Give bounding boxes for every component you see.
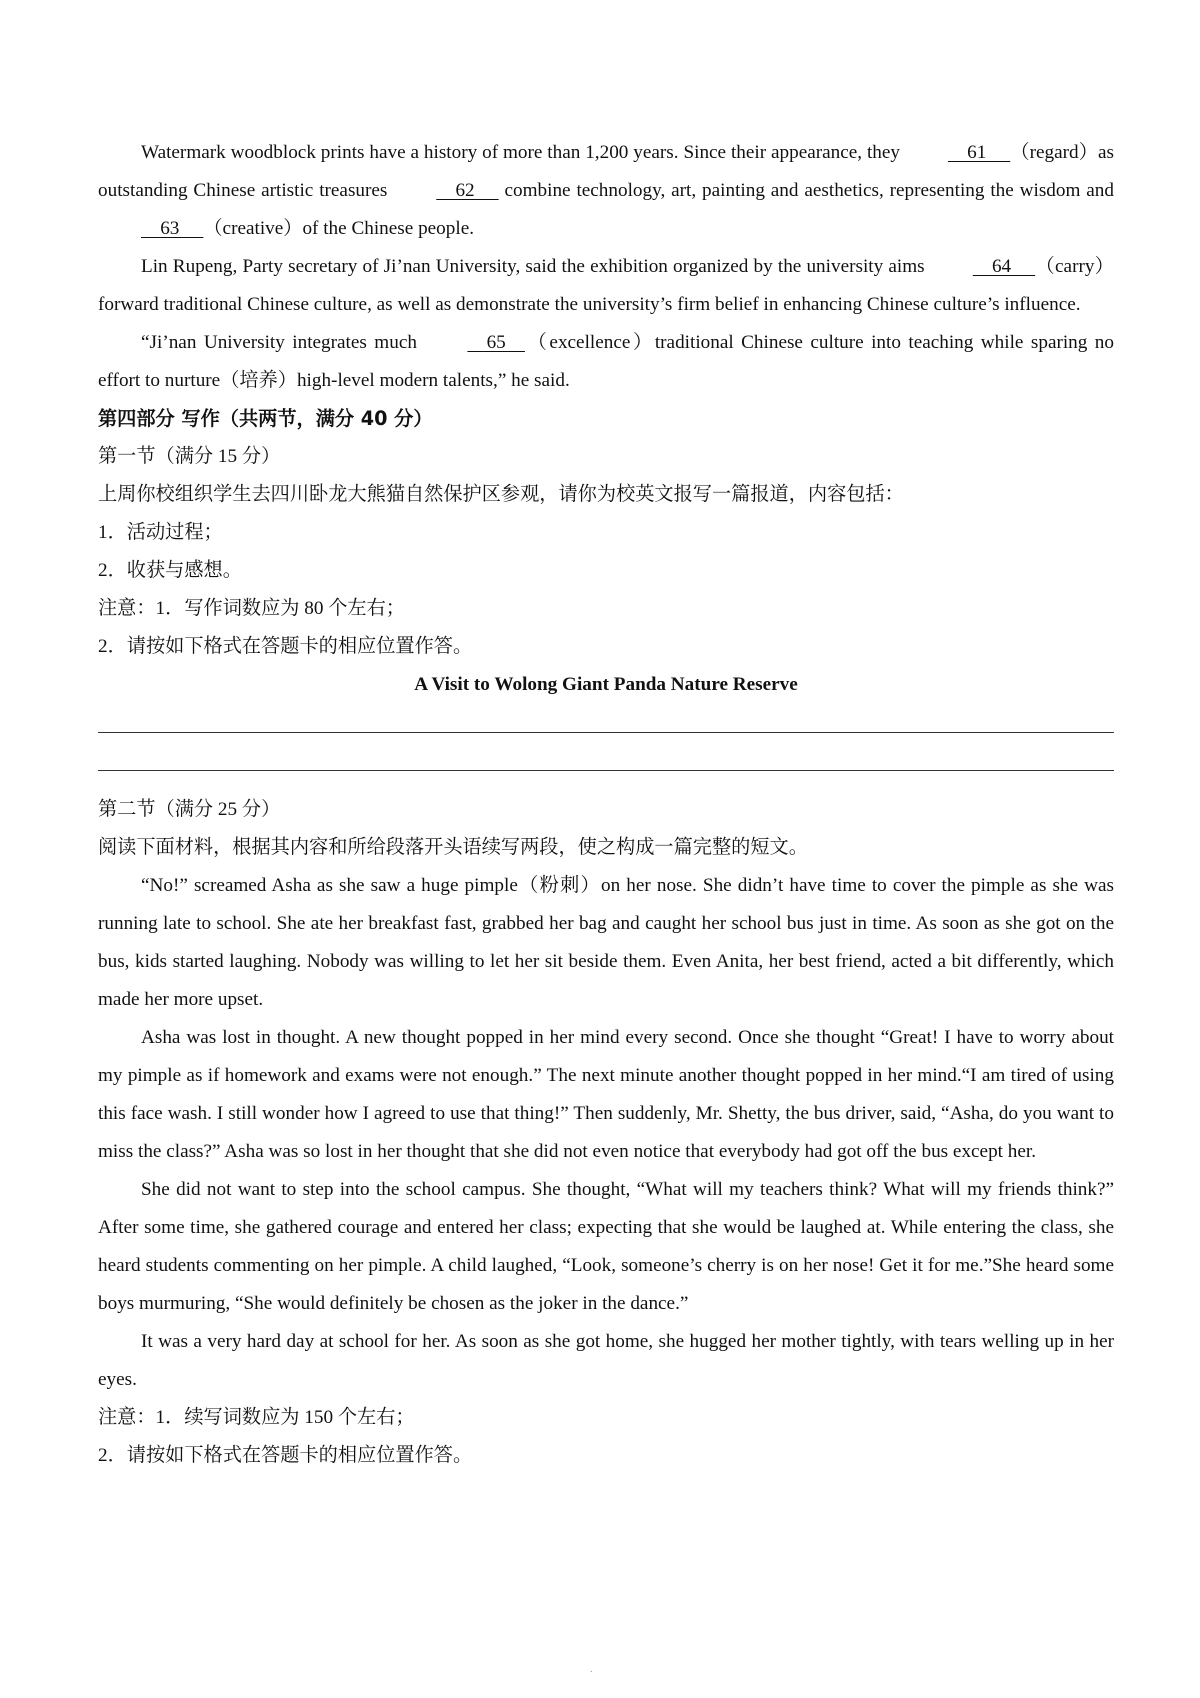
part4-heading: 第四部分 写作（共两节，满分 40 分） <box>98 407 433 430</box>
grammar-text: Lin Rupeng, Party secretary of Ji’nan University, said the exhibition organized by the university aims <box>141 256 930 277</box>
story-paragraph-1: “No!” screamed Asha as she saw a huge pimple（粉刺）on her nose. She didn’t have time to cover the pimple as she was running late to school. She ate her breakfast fast, grabbed her bag and caught her school bus just in time. As soon as she got on the bus, kids started laughing. Nobody was willing to let her sit beside them. Even Anita, her best friend, acted a bit differently, which made her more upset. <box>98 875 1114 1010</box>
grammar-paragraph-3 <box>98 324 1114 400</box>
story-paragraph-2: Asha was lost in thought. A new thought popped in her mind every second. Once she thought “Great! I have to worry about my pimple as if homework and exams were not enough.” The next minute another thought popped in her mind.“I am tired of using this face wash. I still wonder how I agreed to use that thing!” Then suddenly, Mr. Shetty, the bus driver, said, “Asha, do you want to miss the class?” Asha was so lost in her thought that she did not even notice that everybody had got off the bus except her. <box>98 1027 1114 1162</box>
grammar-text: combine technology, art, painting and aesthetics, representing the wisdom and <box>498 180 1114 201</box>
section1-note-1: 注意：1．写作词数应为 80 个左右； <box>98 598 405 619</box>
grammar-text: （carry）forward traditional Chinese culture, as well as demonstrate the university’s firm belief in enhancing Chinese culture’s influence. <box>98 256 1114 315</box>
section1-item-1: 1．活动过程； <box>98 522 223 543</box>
grammar-text: （creative）of the Chinese people. <box>203 218 475 239</box>
grammar-text: “Ji’nan University integrates much <box>141 332 425 353</box>
section1-prompt: 上周你校组织学生去四川卧龙大熊猫自然保护区参观，请你为校英文报写一篇报道，内容包括： <box>98 484 904 505</box>
grammar-text: （regard）as outstanding Chinese artistic treasures <box>98 142 1114 201</box>
blank-63: 63 <box>141 218 204 239</box>
section2-note-1: 注意：1．续写词数应为 150 个左右； <box>98 1407 415 1428</box>
grammar-paragraph-1 <box>98 134 1114 248</box>
section2-heading: 第二节（满分 25 分） <box>98 799 281 820</box>
section1-heading: 第一节（满分 15 分） <box>98 446 281 467</box>
section1-note-2: 2．请按如下格式在答题卡的相应位置作答。 <box>98 636 473 657</box>
section2-note-2: 2．请按如下格式在答题卡的相应位置作答。 <box>98 1445 473 1466</box>
blank-61: 61 <box>947 142 1011 163</box>
blank-64: 64 <box>972 256 1036 277</box>
grammar-text: Watermark woodblock prints have a history of more than 1,200 years. Since their appearance, they <box>141 142 905 163</box>
essay-title: A Visit to Wolong Giant Panda Nature Reserve <box>414 674 798 695</box>
footer-mark: . <box>590 1664 593 1675</box>
story-paragraph-3: She did not want to step into the school campus. She thought, “What will my teachers think? What will my friends think?” After some time, she gathered courage and entered her class; expecting that she would be laughed at. While entering the class, she heard students commenting on her pimple. A child laughed, “Look, someone’s cherry is on her nose! Get it for me.”She heard some boys murmuring, “She would definitely be chosen as the joker in the dance.” <box>98 1179 1114 1314</box>
exam-page <box>98 134 1114 1475</box>
answer-line <box>98 732 1114 733</box>
story-paragraph-4: It was a very hard day at school for her. As soon as she got home, she hugged her mother tightly, with tears welling up in her eyes. <box>98 1331 1114 1390</box>
grammar-paragraph-2 <box>98 248 1114 324</box>
blank-62: 62 <box>436 180 499 201</box>
blank-65: 65 <box>467 332 525 353</box>
section1-item-2: 2．收获与感想。 <box>98 560 242 581</box>
section2-prompt: 阅读下面材料，根据其内容和所给段落开头语续写两段，使之构成一篇完整的短文。 <box>98 837 808 858</box>
grammar-text: （excellence）traditional Chinese culture into teaching while sparing no effort to nurture（培养）high-level modern talents,” he said. <box>98 332 1114 391</box>
answer-line <box>98 770 1114 771</box>
